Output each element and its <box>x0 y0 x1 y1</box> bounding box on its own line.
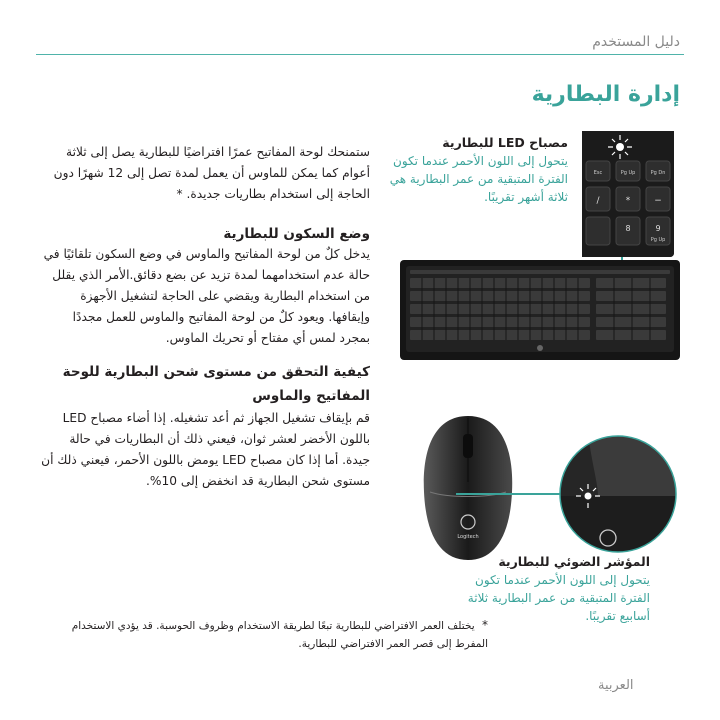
scroll-wheel <box>463 434 473 458</box>
keyboard-image <box>400 260 680 360</box>
header-divider <box>36 54 684 55</box>
check-level-heading: كيفية التحقق من مستوى شحن البطارية للوحة المفاتيح والماوس <box>62 364 370 404</box>
key-esc: Esc <box>593 170 603 176</box>
keyboard-svg <box>400 260 680 360</box>
footer-language: العربية <box>598 678 634 693</box>
key-9: 9 <box>655 224 661 233</box>
mouse-closeup-svg <box>558 434 678 554</box>
indicator-callout-body: يتحول إلى اللون الأحمر عندما تكون الفترة المتبقية من عمر البطارية ثلاثة أسابيع تقريبًا. <box>467 573 650 623</box>
intro-paragraph <box>40 142 370 205</box>
key-pgup-bottom: Pg Up <box>650 237 666 243</box>
key-asterisk: * <box>625 196 631 206</box>
key-8: 8 <box>625 224 631 233</box>
led-callout-heading: مصباح LED للبطارية <box>442 135 568 150</box>
page-title: إدارة البطارية <box>531 82 680 107</box>
led-callout-body: يتحول إلى اللون الأحمر عندما تكون الفترة المتبقية من عمر البطارية هي ثلاثة أشهر تقريبًا. <box>389 154 568 204</box>
key-pgdn: Pg Dn <box>650 170 666 176</box>
intro-text: ستمنحك لوحة المفاتيح عمرًا افتراضيًا للبطارية يصل إلى ثلاثة أعوام كما يمكن للماوس أن يعمل لمدة تصل إلى 12 شهرًا دون الحاجة إلى استخدام بطاريات جديدة. <box>53 145 370 201</box>
key-slash: / <box>596 196 600 206</box>
mouse-closeup-image <box>558 434 678 554</box>
led-callout <box>368 134 568 206</box>
keypad-closeup-image <box>582 131 674 257</box>
indicator-callout-heading: المؤشر الضوئي للبطارية <box>498 554 650 569</box>
footnote-mark: * <box>482 618 488 632</box>
indicator-callout-line <box>456 493 560 495</box>
mouse-brand-label: Logitech <box>457 534 479 540</box>
keyboard-logo-icon <box>537 345 543 351</box>
check-level-body: قم بإيقاف تشغيل الجهاز ثم أعد تشغيله. إذا أضاء مصباح LED باللون الأخضر لعشر ثوان، فيعني ذلك أن البطاريات في حالة جيدة. أما إذا كان مصباح LED يومض باللون الأحمر، فيعني ذلك أن مستوى شحن البطارية قد انخفض إلى 10%. <box>41 411 370 488</box>
keypad-closeup-svg <box>582 131 674 257</box>
footnote-text: يختلف العمر الافتراضي للبطارية تبعًا لطريقة الاستخدام وظروف الحوسبة. قد يؤدي الاستخدام المفرط إلى قصر العمر الافتراضي للبطارية. <box>71 620 488 650</box>
key-pgup-top: Pg Up <box>620 170 636 176</box>
mouse-svg <box>418 412 518 564</box>
mouse-image <box>418 412 518 564</box>
indicator-callout <box>450 553 650 625</box>
sleep-mode-body: يدخل كلٌ من لوحة المفاتيح والماوس في وضع السكون تلقائيًا في حالة عدم استخدامهما لمدة تزيد عن بضع دقائق.الأمر الذي يقلل من استخدام البطارية ويقضي على الحاجة لتشغيل الأجهزة وإيقافها. ويعود كلٌ من لوحة المفاتيح والماوس للعمل مجددًا بمجرد لمس أي مفتاح أو تحريك الماوس. <box>43 247 370 345</box>
header-title: دليل المستخدم <box>592 34 680 50</box>
key-minus: − <box>654 196 662 206</box>
footnote <box>40 616 488 653</box>
intro-footnote-mark: * <box>176 187 183 201</box>
sleep-mode-heading: وضع السكون للبطارية <box>223 226 370 242</box>
